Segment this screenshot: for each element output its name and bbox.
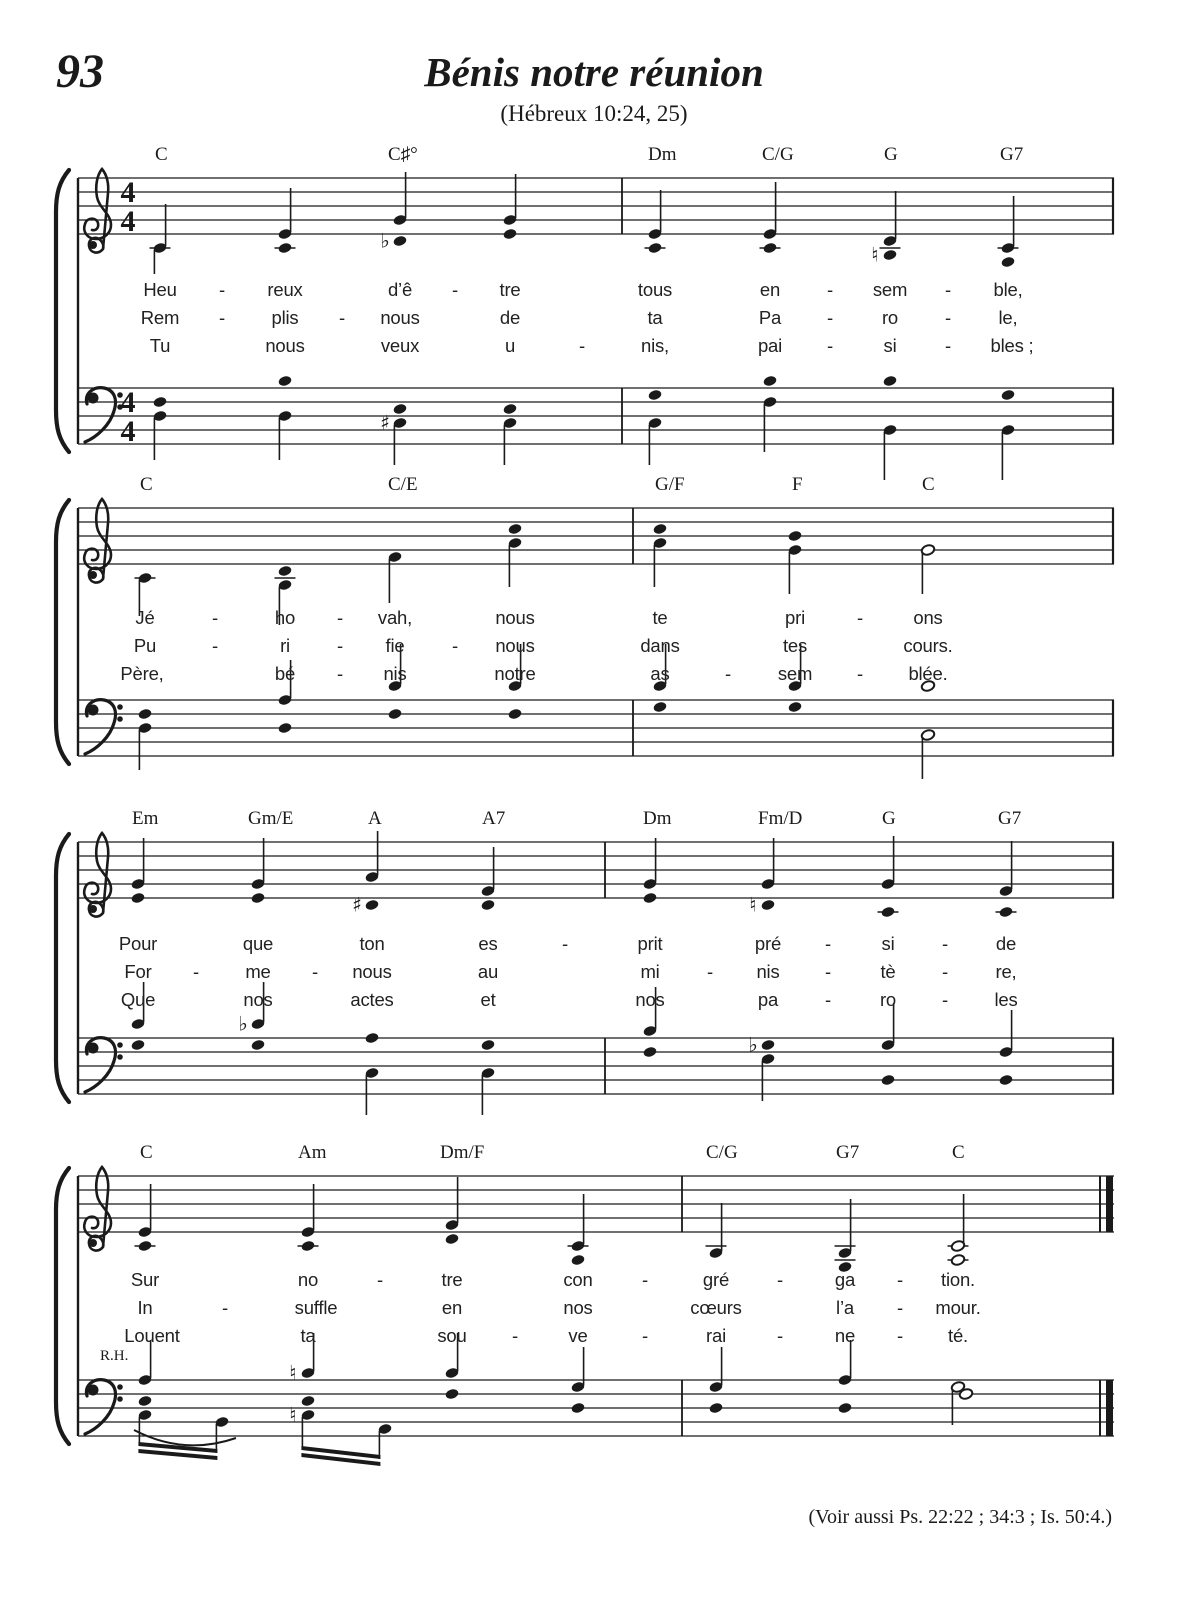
lyric-syllable: et (480, 989, 496, 1010)
lyric-syllable: For (124, 961, 152, 982)
chord-label: C♯° (388, 144, 418, 165)
lyric-syllable: ble, (993, 279, 1023, 300)
lyric-syllable: con (563, 1269, 593, 1290)
scripture-reference: (Hébreux 10:24, 25) (500, 101, 688, 127)
chord-label: C (140, 474, 153, 495)
chord-label: G7 (998, 808, 1022, 829)
lyric-hyphen: - (562, 933, 568, 954)
song-number: 93 (56, 45, 104, 98)
chord-label: Dm (643, 808, 672, 829)
lyric-syllable: as (650, 663, 670, 684)
lyric-syllable: ga (834, 1269, 856, 1290)
lyric-syllable: les (994, 989, 1018, 1010)
lyric-syllable: Sur (130, 1269, 160, 1290)
lyric-hyphen: - (825, 933, 831, 954)
lyric-syllable: prit (637, 933, 663, 954)
lyric-hyphen: - (857, 607, 863, 628)
lyric-syllable: nous (352, 961, 392, 982)
lyric-hyphen: - (945, 335, 951, 356)
lyric-syllable: In (137, 1297, 153, 1318)
lyric-hyphen: - (777, 1269, 783, 1290)
lyric-syllable: blée. (908, 663, 948, 684)
lyric-syllable: Père, (120, 663, 164, 684)
lyric-hyphen: - (897, 1325, 903, 1346)
lyric-syllable: fie (385, 635, 405, 656)
lyric-hyphen: - (827, 307, 833, 328)
lyric-syllable: Jé (135, 607, 155, 628)
lyric-syllable: es (478, 933, 498, 954)
lyric-hyphen: - (312, 961, 318, 982)
lyric-syllable: rai (706, 1325, 726, 1346)
lyric-hyphen: - (827, 279, 833, 300)
lyric-syllable: Pu (133, 635, 157, 656)
lyric-hyphen: - (897, 1269, 903, 1290)
lyric-syllable: ri (280, 635, 290, 656)
lyric-hyphen: - (219, 279, 225, 300)
lyric-syllable: reux (267, 279, 303, 300)
lyric-syllable: pa (757, 989, 779, 1010)
svg-text:♯: ♯ (380, 410, 390, 435)
chord-label: C/G (762, 144, 794, 165)
lyric-syllable: tre (441, 1269, 463, 1290)
lyric-syllable: no (297, 1269, 319, 1290)
lyric-syllable: nous (495, 607, 535, 628)
lyric-syllable: tè (880, 961, 896, 982)
svg-text:4: 4 (120, 205, 136, 238)
chord-label: G/F (655, 474, 685, 495)
chord-label: C (922, 474, 935, 495)
chord-label: Dm/F (440, 1142, 485, 1163)
chord-label: A (368, 808, 382, 829)
lyric-syllable: nous (495, 635, 535, 656)
chord-label: G7 (1000, 144, 1024, 165)
right-hand-label: R.H. (100, 1348, 129, 1364)
lyric-syllable: tes (782, 635, 808, 656)
lyric-hyphen: - (337, 635, 343, 656)
lyric-hyphen: - (942, 933, 948, 954)
lyric-hyphen: - (222, 1297, 228, 1318)
lyric-syllable: bles ; (990, 335, 1034, 356)
lyric-hyphen: - (219, 307, 225, 328)
chord-label: C/G (706, 1142, 738, 1163)
lyric-syllable: tion. (941, 1269, 975, 1290)
lyric-syllable: nis (383, 663, 407, 684)
lyric-syllable: ro (881, 307, 899, 328)
chord-label: Am (298, 1142, 327, 1163)
lyric-syllable: de (499, 307, 521, 328)
lyric-hyphen: - (452, 635, 458, 656)
chord-label: C/E (388, 474, 418, 495)
lyric-syllable: ve (568, 1325, 588, 1346)
lyric-syllable: en (441, 1297, 463, 1318)
lyric-syllable: ons (913, 607, 943, 628)
lyric-hyphen: - (945, 307, 951, 328)
footer-see-also-reference: (Voir aussi Ps. 22:22 ; 34:3 ; Is. 50:4.) (808, 1506, 1112, 1528)
lyric-syllable: sem (872, 279, 908, 300)
lyric-syllable: plis (271, 307, 299, 328)
lyric-hyphen: - (212, 607, 218, 628)
lyric-syllable: d’ê (387, 279, 413, 300)
lyric-syllable: sou (437, 1325, 467, 1346)
lyric-syllable: te (652, 607, 668, 628)
lyric-syllable: nous (380, 307, 420, 328)
lyric-hyphen: - (642, 1325, 648, 1346)
chord-label: Fm/D (758, 808, 803, 829)
chord-label: Em (132, 808, 159, 829)
lyric-syllable: notre (494, 663, 536, 684)
chord-label: C (140, 1142, 153, 1163)
lyric-hyphen: - (945, 279, 951, 300)
lyric-hyphen: - (642, 1269, 648, 1290)
lyric-syllable: bé (274, 663, 296, 684)
chord-label: A7 (482, 808, 506, 829)
lyric-syllable: tous (637, 279, 673, 300)
lyric-syllable: ne (834, 1325, 856, 1346)
lyric-hyphen: - (942, 989, 948, 1010)
chord-label: F (792, 474, 803, 495)
chord-label: G (884, 144, 898, 165)
lyric-hyphen: - (942, 961, 948, 982)
lyric-syllable: Louent (124, 1325, 180, 1346)
lyric-hyphen: - (579, 335, 585, 356)
lyric-syllable: mour. (935, 1297, 981, 1318)
lyric-hyphen: - (827, 335, 833, 356)
lyric-hyphen: - (337, 607, 343, 628)
lyric-syllable: nis (756, 961, 780, 982)
lyric-syllable: actes (350, 989, 394, 1010)
chord-label: C (155, 144, 168, 165)
lyric-syllable: ro (879, 989, 897, 1010)
chord-label: G (882, 808, 896, 829)
lyric-syllable: au (477, 961, 499, 982)
chord-label: G7 (836, 1142, 860, 1163)
lyric-syllable: vah, (377, 607, 413, 628)
lyric-hyphen: - (337, 663, 343, 684)
lyric-syllable: sem (777, 663, 813, 684)
lyric-syllable: nos (635, 989, 665, 1010)
lyric-syllable: cœurs (690, 1297, 742, 1318)
lyric-syllable: pri (785, 607, 805, 628)
lyric-syllable: suffle (294, 1297, 338, 1318)
chord-label: C (952, 1142, 965, 1163)
lyric-syllable: veux (380, 335, 420, 356)
lyric-syllable: nous (265, 335, 305, 356)
svg-text:4: 4 (120, 176, 136, 209)
lyric-hyphen: - (777, 1325, 783, 1346)
lyric-hyphen: - (339, 307, 345, 328)
lyric-hyphen: - (857, 663, 863, 684)
lyric-syllable: que (242, 933, 274, 954)
lyric-hyphen: - (377, 1269, 383, 1290)
lyric-syllable: Pa (758, 307, 782, 328)
lyric-syllable: le, (998, 307, 1018, 328)
lyric-hyphen: - (512, 1325, 518, 1346)
lyric-hyphen: - (897, 1297, 903, 1318)
lyric-syllable: ta (647, 307, 663, 328)
lyric-syllable: me (245, 961, 271, 982)
lyric-hyphen: - (825, 989, 831, 1010)
lyric-syllable: gré (702, 1269, 730, 1290)
title-block (40, 50, 1148, 127)
svg-text:♮: ♮ (289, 1402, 297, 1427)
svg-text:4: 4 (120, 415, 136, 448)
chord-label: Dm (648, 144, 677, 165)
lyric-hyphen: - (825, 961, 831, 982)
lyric-syllable: nis, (641, 335, 669, 356)
lyric-syllable: Pour (118, 933, 158, 954)
chord-label: Gm/E (248, 808, 294, 829)
lyric-syllable: cours. (903, 635, 953, 656)
lyric-syllable: nos (243, 989, 273, 1010)
lyric-syllable: Que (120, 989, 156, 1010)
lyric-syllable: pré (754, 933, 782, 954)
lyric-syllable: dans (640, 635, 680, 656)
page-title: Bénis notre réunion (424, 49, 764, 95)
svg-text:♭: ♭ (748, 1032, 758, 1057)
lyric-syllable: ta (300, 1325, 316, 1346)
svg-text:♮: ♮ (749, 892, 757, 917)
lyric-syllable: ton (359, 933, 385, 954)
lyric-syllable: si (881, 933, 895, 954)
lyric-syllable: re, (995, 961, 1017, 982)
lyric-syllable: en (759, 279, 781, 300)
lyric-syllable: tre (499, 279, 521, 300)
lyric-hyphen: - (725, 663, 731, 684)
lyric-syllable: l’a (836, 1297, 854, 1318)
lyric-syllable: Rem (140, 307, 180, 328)
lyric-syllable: de (995, 933, 1017, 954)
lyric-hyphen: - (452, 279, 458, 300)
lyric-syllable: té. (948, 1325, 968, 1346)
lyric-hyphen: - (193, 961, 199, 982)
svg-text:♮: ♮ (871, 242, 879, 267)
lyric-hyphen: - (212, 635, 218, 656)
lyric-syllable: pai (757, 335, 783, 356)
lyric-hyphen: - (707, 961, 713, 982)
lyric-syllable: u (504, 335, 516, 356)
lyric-syllable: nos (563, 1297, 593, 1318)
lyric-syllable: Tu (149, 335, 171, 356)
lyric-syllable: mi (640, 961, 660, 982)
svg-text:♭: ♭ (380, 228, 390, 253)
svg-text:♮: ♮ (289, 1360, 297, 1385)
lyric-syllable: si (883, 335, 897, 356)
lyric-syllable: Heu (143, 279, 177, 300)
svg-text:4: 4 (120, 386, 136, 419)
svg-text:♭: ♭ (238, 1011, 248, 1036)
svg-text:♯: ♯ (352, 892, 362, 917)
lyric-syllable: ho (274, 607, 296, 628)
